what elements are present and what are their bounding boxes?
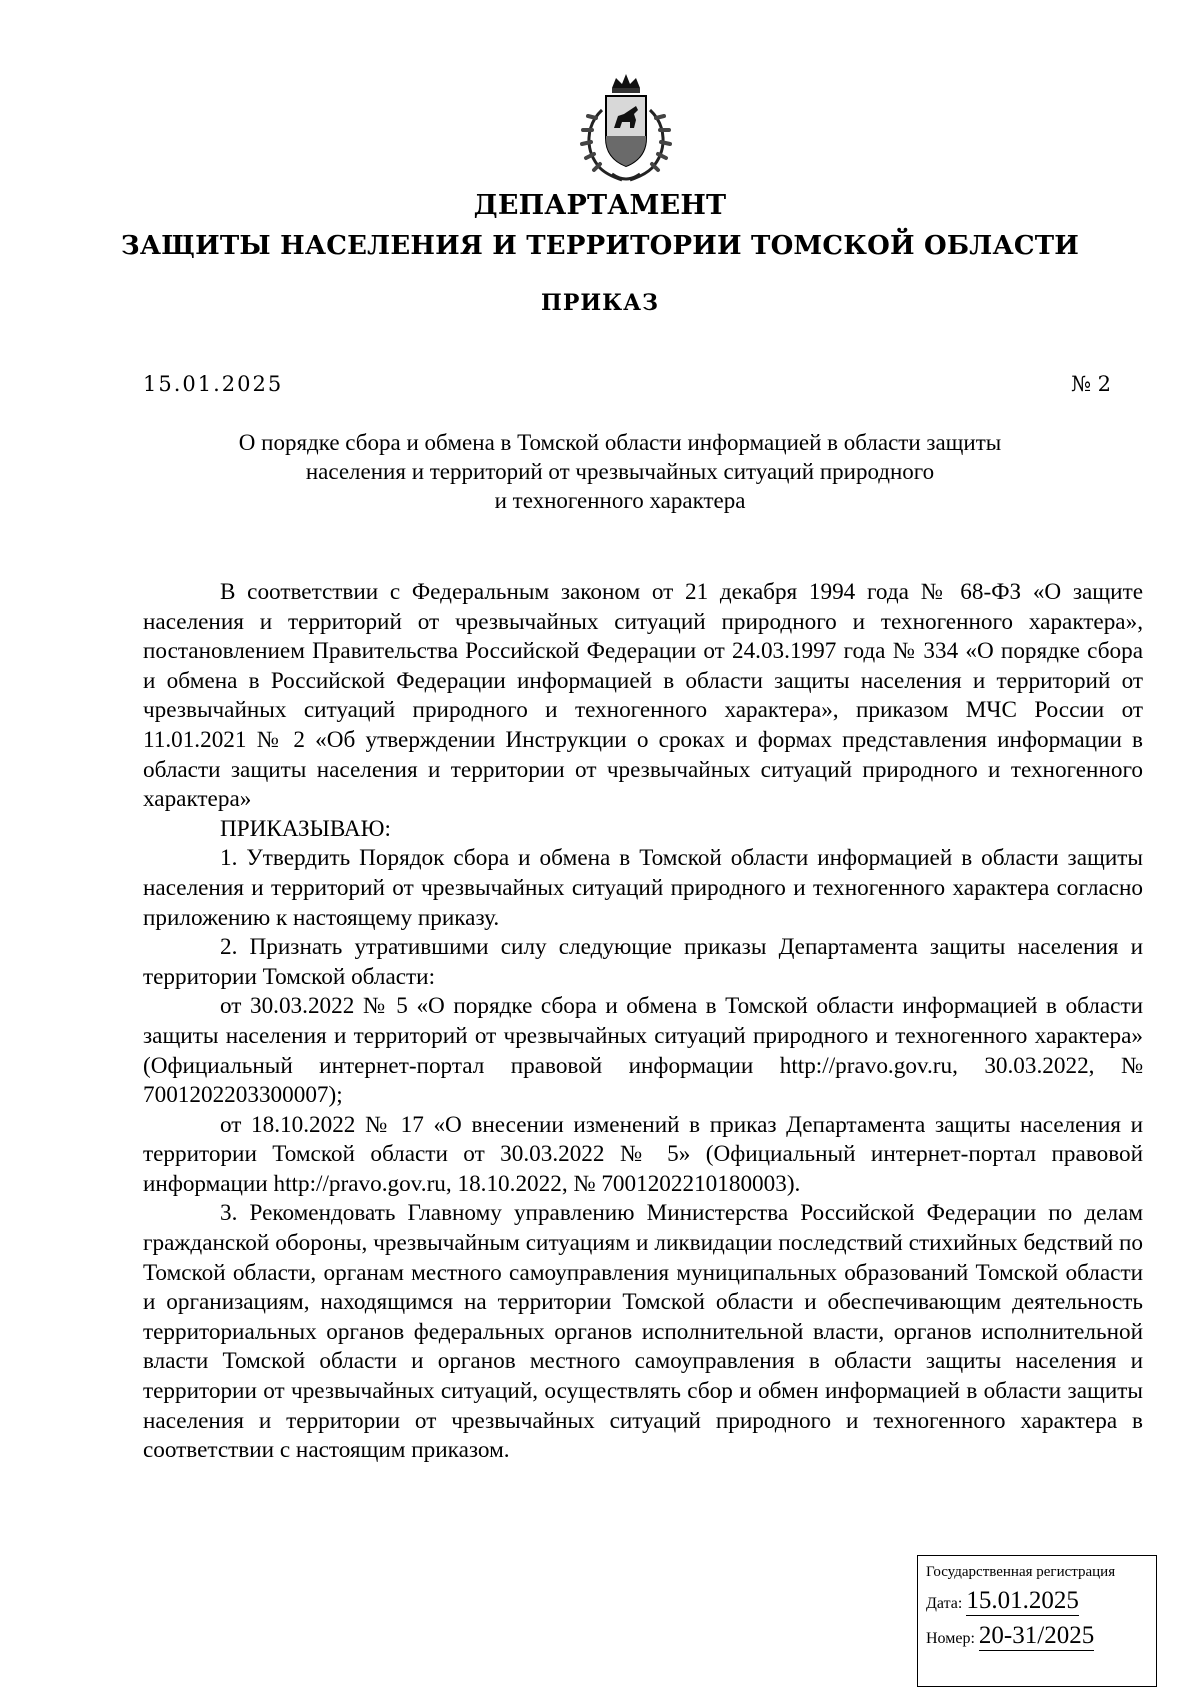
registration-date-label: Дата: <box>926 1595 963 1612</box>
order-date: 15.01.2025 <box>143 372 284 396</box>
subject-line: и техногенного характера <box>494 488 746 513</box>
registration-number-row <box>926 1622 1148 1651</box>
order-subject <box>180 428 1060 515</box>
department-title-line2: ЗАЩИТЫ НАСЕЛЕНИЯ И ТЕРРИТОРИИ ТОМСКОЙ ОБЛАСТИ <box>120 231 1080 261</box>
registration-date-value: 15.01.2025 <box>966 1587 1079 1614</box>
registration-date-row <box>926 1587 1148 1616</box>
item-1-paragraph: 1. Утвердить Порядок сбора и обмена в Томской области информацией в области защиты населения и территорий от чрезвычайных ситуаций природного и техногенного характера согласно приложению к настоящему приказу. <box>143 845 1143 931</box>
coat-of-arms-icon <box>572 70 680 185</box>
department-title-line1: ДЕПАРТАМЕНТ <box>473 190 727 221</box>
preamble-paragraph: В соответствии с Федеральным законом от 21 декабря 1994 года № 68-ФЗ «О защите населения и территорий от чрезвычайных ситуаций природного и техногенного характера», постановлением Правительства Российской Федерации от 24.03.1997 года № 334 «О порядке сбора и обмена в Российской Федерации информацией в области защиты населения и территорий от чрезвычайных ситуаций природного и техногенного характера», приказом МЧС России от 11.01.2021 № 2 «Об утверждении Инструкции о сроках и формах представления информации в области защиты населения и территории от чрезвычайных ситуаций природного и техногенного характера» <box>143 579 1143 813</box>
registration-number-value: 20-31/2025 <box>978 1622 1095 1649</box>
order-number: № 2 <box>1071 372 1111 396</box>
department-title <box>0 186 1200 266</box>
order-body <box>143 578 1143 1466</box>
registration-title: Государственная регистрация <box>926 1564 1116 1580</box>
item-2b-paragraph: от 18.10.2022 № 17 «О внесении изменений в приказ Департамента защиты населения и территории Томской области от 30.03.2022 № 5» (Официальный интернет-портал правовой информации http://pravo.gov.ru, 18.10.2022, № 7001202210180003). <box>143 1111 1143 1197</box>
item-2-paragraph: 2. Признать утратившими силу следующие приказы Департамента защиты населения и территории Томской области: <box>143 934 1143 990</box>
document-type: ПРИКАЗ <box>541 290 659 316</box>
subject-line: населения и территорий от чрезвычайных ситуаций природного <box>305 459 935 484</box>
subject-line: О порядке сбора и обмена в Томской области информацией в области защиты <box>238 430 1002 455</box>
item-2a-paragraph: от 30.03.2022 № 5 «О порядке сбора и обмена в Томской области информацией в области защиты населения и территорий от чрезвычайных ситуаций природного и техногенного характера» (Официальный интернет-портал правовой информации http://pravo.gov.ru, 30.03.2022, № 7001202203300007); <box>143 993 1143 1109</box>
registration-number-label: Номер: <box>926 1630 975 1647</box>
item-3-paragraph: 3. Рекомендовать Главному управлению Министерства Российской Федерации по делам гражданской обороны, чрезвычайным ситуациям и ликвидации последствий стихийных бедствий по Томской области, органам местного самоуправления муниципальных образований Томской области и организациям, находящимся на территории Томской области и обеспечивающим деятельность территориальных органов федеральных органов исполнительной власти, органов исполнительной власти Томской области и органов местного самоуправления в области защиты населения и территории от чрезвычайных ситуаций, осуществлять сбор и обмен информацией в области защиты населения и территории от чрезвычайных ситуаций природного и техногенного характера в соответствии с настоящим приказом. <box>143 1200 1143 1464</box>
registration-stamp <box>917 1555 1157 1687</box>
order-directive: ПРИКАЗЫВАЮ: <box>220 815 391 842</box>
